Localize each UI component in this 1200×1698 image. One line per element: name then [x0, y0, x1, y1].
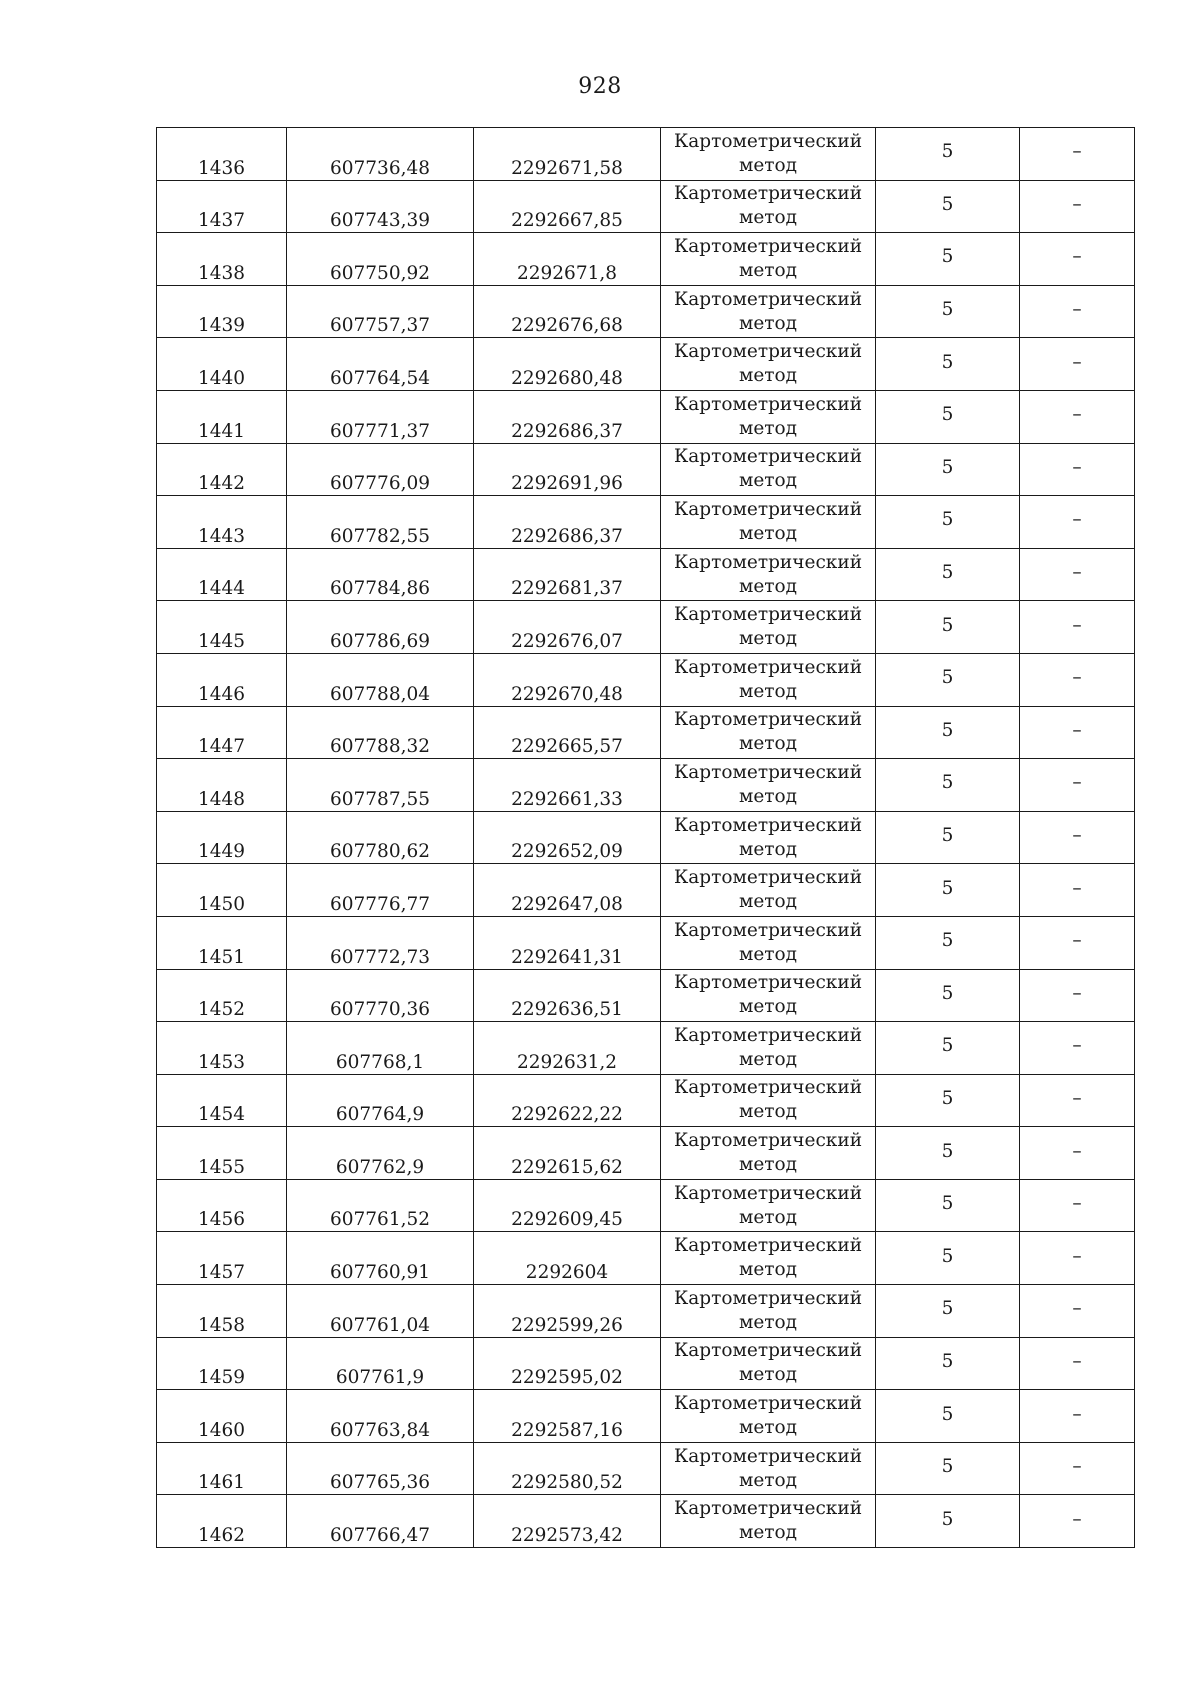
- point-number-cell: 1462: [157, 1495, 287, 1548]
- method-cell: [661, 1442, 876, 1495]
- accuracy-cell: 5: [876, 1285, 1020, 1338]
- page-number: 928: [578, 74, 622, 99]
- method-label-line2: метод: [738, 680, 798, 702]
- x-coordinate-cell: 607776,09: [287, 443, 474, 496]
- y-coordinate-cell: 2292573,42: [474, 1495, 661, 1548]
- method-label-line2: метод: [738, 1259, 798, 1281]
- point-number-cell: 1458: [157, 1285, 287, 1338]
- x-coordinate-cell: 607750,92: [287, 233, 474, 286]
- method-label-line2: метод: [738, 785, 798, 807]
- method-cell: [661, 1390, 876, 1443]
- method-label-line2: метод: [738, 628, 798, 650]
- method-label-line2: метод: [738, 891, 798, 913]
- point-number-cell: 1439: [157, 285, 287, 338]
- point-number-cell: 1437: [157, 180, 287, 233]
- method-label-line1: Картометрический: [673, 183, 863, 205]
- point-number-cell: 1446: [157, 653, 287, 706]
- y-coordinate-cell: 2292670,48: [474, 653, 661, 706]
- method-label-line2: метод: [738, 470, 798, 492]
- description-cell: –: [1020, 1390, 1135, 1443]
- y-coordinate-cell: 2292667,85: [474, 180, 661, 233]
- table-row: [157, 496, 1135, 549]
- method-label-line1: Картометрический: [673, 1235, 863, 1257]
- method-label-line1: Картометрический: [673, 1340, 863, 1362]
- method-label-line1: Картометрический: [673, 1445, 863, 1467]
- y-coordinate-cell: 2292615,62: [474, 1127, 661, 1180]
- description-cell: –: [1020, 443, 1135, 496]
- description-cell: –: [1020, 1179, 1135, 1232]
- method-cell: [661, 338, 876, 391]
- method-label-line2: метод: [738, 575, 798, 597]
- method-cell: [661, 759, 876, 812]
- accuracy-cell: 5: [876, 1074, 1020, 1127]
- accuracy-cell: 5: [876, 653, 1020, 706]
- description-cell: –: [1020, 1127, 1135, 1180]
- method-label-line2: метод: [738, 943, 798, 965]
- table-row: [157, 811, 1135, 864]
- description-cell: –: [1020, 1442, 1135, 1495]
- accuracy-cell: 5: [876, 759, 1020, 812]
- table-body: [157, 128, 1135, 1548]
- x-coordinate-cell: 607736,48: [287, 128, 474, 181]
- point-number-cell: 1445: [157, 601, 287, 654]
- point-number-cell: 1438: [157, 233, 287, 286]
- method-label-line1: Картометрический: [673, 656, 863, 678]
- x-coordinate-cell: 607765,36: [287, 1442, 474, 1495]
- method-cell: [661, 1285, 876, 1338]
- method-cell: [661, 1179, 876, 1232]
- y-coordinate-cell: 2292686,37: [474, 496, 661, 549]
- accuracy-cell: 5: [876, 338, 1020, 391]
- x-coordinate-cell: 607764,9: [287, 1074, 474, 1127]
- method-label-line2: метод: [738, 1417, 798, 1439]
- method-label-line1: Картометрический: [673, 1130, 863, 1152]
- table-row: [157, 285, 1135, 338]
- method-label-line2: метод: [738, 733, 798, 755]
- point-number-cell: 1440: [157, 338, 287, 391]
- point-number-cell: 1456: [157, 1179, 287, 1232]
- table-row: [157, 1127, 1135, 1180]
- point-number-cell: 1453: [157, 1022, 287, 1075]
- description-cell: –: [1020, 1285, 1135, 1338]
- method-label-line1: Картометрический: [673, 130, 863, 152]
- method-cell: [661, 390, 876, 443]
- table-row: [157, 601, 1135, 654]
- description-cell: –: [1020, 180, 1135, 233]
- method-label-line1: Картометрический: [673, 709, 863, 731]
- description-cell: –: [1020, 1232, 1135, 1285]
- accuracy-cell: 5: [876, 1495, 1020, 1548]
- x-coordinate-cell: 607761,9: [287, 1337, 474, 1390]
- x-coordinate-cell: 607786,69: [287, 601, 474, 654]
- x-coordinate-cell: 607768,1: [287, 1022, 474, 1075]
- method-label-line2: метод: [738, 838, 798, 860]
- description-cell: –: [1020, 285, 1135, 338]
- accuracy-cell: 5: [876, 548, 1020, 601]
- table-row: [157, 1074, 1135, 1127]
- point-number-cell: 1457: [157, 1232, 287, 1285]
- x-coordinate-cell: 607764,54: [287, 338, 474, 391]
- description-cell: –: [1020, 969, 1135, 1022]
- method-cell: [661, 285, 876, 338]
- table-row: [157, 1495, 1135, 1548]
- y-coordinate-cell: 2292676,68: [474, 285, 661, 338]
- description-cell: –: [1020, 653, 1135, 706]
- description-cell: –: [1020, 1337, 1135, 1390]
- coordinates-table: [156, 127, 1135, 1548]
- method-label-line2: метод: [738, 1522, 798, 1544]
- method-label-line1: Картометрический: [673, 919, 863, 941]
- method-cell: [661, 864, 876, 917]
- table-row: [157, 180, 1135, 233]
- point-number-cell: 1448: [157, 759, 287, 812]
- y-coordinate-cell: 2292580,52: [474, 1442, 661, 1495]
- accuracy-cell: 5: [876, 601, 1020, 654]
- method-cell: [661, 1022, 876, 1075]
- method-label-line1: Картометрический: [673, 235, 863, 257]
- method-cell: [661, 653, 876, 706]
- point-number-cell: 1449: [157, 811, 287, 864]
- method-label-line2: метод: [738, 1048, 798, 1070]
- table-row: [157, 1179, 1135, 1232]
- y-coordinate-cell: 2292671,8: [474, 233, 661, 286]
- method-label-line1: Картометрический: [673, 288, 863, 310]
- point-number-cell: 1450: [157, 864, 287, 917]
- y-coordinate-cell: 2292636,51: [474, 969, 661, 1022]
- table-row: [157, 1285, 1135, 1338]
- method-label-line2: метод: [738, 522, 798, 544]
- accuracy-cell: 5: [876, 969, 1020, 1022]
- table-row: [157, 443, 1135, 496]
- x-coordinate-cell: 607743,39: [287, 180, 474, 233]
- description-cell: –: [1020, 811, 1135, 864]
- description-cell: –: [1020, 601, 1135, 654]
- table-row: [157, 233, 1135, 286]
- point-number-cell: 1452: [157, 969, 287, 1022]
- x-coordinate-cell: 607776,77: [287, 864, 474, 917]
- method-label-line1: Картометрический: [673, 814, 863, 836]
- description-cell: –: [1020, 496, 1135, 549]
- x-coordinate-cell: 607761,52: [287, 1179, 474, 1232]
- y-coordinate-cell: 2292691,96: [474, 443, 661, 496]
- method-label-line1: Картометрический: [673, 393, 863, 415]
- y-coordinate-cell: 2292631,2: [474, 1022, 661, 1075]
- x-coordinate-cell: 607772,73: [287, 916, 474, 969]
- table-row: [157, 1390, 1135, 1443]
- method-label-line2: метод: [738, 365, 798, 387]
- description-cell: –: [1020, 864, 1135, 917]
- table-row: [157, 864, 1135, 917]
- accuracy-cell: 5: [876, 811, 1020, 864]
- table-row: [157, 548, 1135, 601]
- y-coordinate-cell: 2292587,16: [474, 1390, 661, 1443]
- accuracy-cell: 5: [876, 128, 1020, 181]
- method-cell: [661, 969, 876, 1022]
- method-label-line2: метод: [738, 1469, 798, 1491]
- y-coordinate-cell: 2292599,26: [474, 1285, 661, 1338]
- y-coordinate-cell: 2292595,02: [474, 1337, 661, 1390]
- method-cell: [661, 601, 876, 654]
- y-coordinate-cell: 2292652,09: [474, 811, 661, 864]
- x-coordinate-cell: 607757,37: [287, 285, 474, 338]
- table-row: [157, 1337, 1135, 1390]
- description-cell: –: [1020, 759, 1135, 812]
- x-coordinate-cell: 607788,32: [287, 706, 474, 759]
- point-number-cell: 1441: [157, 390, 287, 443]
- accuracy-cell: 5: [876, 1232, 1020, 1285]
- method-label-line2: метод: [738, 996, 798, 1018]
- point-number-cell: 1460: [157, 1390, 287, 1443]
- y-coordinate-cell: 2292686,37: [474, 390, 661, 443]
- accuracy-cell: 5: [876, 1337, 1020, 1390]
- accuracy-cell: 5: [876, 706, 1020, 759]
- method-label-line2: метод: [738, 207, 798, 229]
- accuracy-cell: 5: [876, 916, 1020, 969]
- description-cell: –: [1020, 233, 1135, 286]
- x-coordinate-cell: 607788,04: [287, 653, 474, 706]
- y-coordinate-cell: 2292641,31: [474, 916, 661, 969]
- method-cell: [661, 233, 876, 286]
- table-row: [157, 653, 1135, 706]
- y-coordinate-cell: 2292609,45: [474, 1179, 661, 1232]
- x-coordinate-cell: 607770,36: [287, 969, 474, 1022]
- table-row: [157, 916, 1135, 969]
- accuracy-cell: 5: [876, 1390, 1020, 1443]
- method-label-line1: Картометрический: [673, 498, 863, 520]
- point-number-cell: 1442: [157, 443, 287, 496]
- method-label-line1: Картометрический: [673, 1498, 863, 1520]
- y-coordinate-cell: 2292661,33: [474, 759, 661, 812]
- method-cell: [661, 1074, 876, 1127]
- y-coordinate-cell: 2292604: [474, 1232, 661, 1285]
- accuracy-cell: 5: [876, 1179, 1020, 1232]
- description-cell: –: [1020, 1022, 1135, 1075]
- accuracy-cell: 5: [876, 1022, 1020, 1075]
- accuracy-cell: 5: [876, 233, 1020, 286]
- point-number-cell: 1459: [157, 1337, 287, 1390]
- table-row: [157, 1022, 1135, 1075]
- x-coordinate-cell: 607763,84: [287, 1390, 474, 1443]
- y-coordinate-cell: 2292647,08: [474, 864, 661, 917]
- x-coordinate-cell: 607771,37: [287, 390, 474, 443]
- method-label-line1: Картометрический: [673, 1077, 863, 1099]
- method-label-line1: Картометрический: [673, 604, 863, 626]
- method-cell: [661, 1232, 876, 1285]
- method-label-line2: метод: [738, 154, 798, 176]
- method-label-line1: Картометрический: [673, 1287, 863, 1309]
- table-row: [157, 390, 1135, 443]
- description-cell: –: [1020, 548, 1135, 601]
- table-row: [157, 969, 1135, 1022]
- method-label-line2: метод: [738, 417, 798, 439]
- description-cell: –: [1020, 390, 1135, 443]
- method-label-line1: Картометрический: [673, 761, 863, 783]
- method-cell: [661, 180, 876, 233]
- point-number-cell: 1436: [157, 128, 287, 181]
- method-cell: [661, 1495, 876, 1548]
- y-coordinate-cell: 2292676,07: [474, 601, 661, 654]
- method-cell: [661, 706, 876, 759]
- point-number-cell: 1444: [157, 548, 287, 601]
- method-label-line1: Картометрический: [673, 1393, 863, 1415]
- x-coordinate-cell: 607762,9: [287, 1127, 474, 1180]
- method-label-line1: Картометрический: [673, 1182, 863, 1204]
- description-cell: –: [1020, 706, 1135, 759]
- method-label-line2: метод: [738, 1364, 798, 1386]
- accuracy-cell: 5: [876, 285, 1020, 338]
- method-cell: [661, 443, 876, 496]
- point-number-cell: 1443: [157, 496, 287, 549]
- y-coordinate-cell: 2292671,58: [474, 128, 661, 181]
- method-label-line1: Картометрический: [673, 972, 863, 994]
- y-coordinate-cell: 2292665,57: [474, 706, 661, 759]
- method-label-line1: Картометрический: [673, 1024, 863, 1046]
- accuracy-cell: 5: [876, 864, 1020, 917]
- point-number-cell: 1454: [157, 1074, 287, 1127]
- method-label-line2: метод: [738, 1101, 798, 1123]
- table-row: [157, 128, 1135, 181]
- x-coordinate-cell: 607784,86: [287, 548, 474, 601]
- point-number-cell: 1461: [157, 1442, 287, 1495]
- method-label-line1: Картометрический: [673, 867, 863, 889]
- y-coordinate-cell: 2292681,37: [474, 548, 661, 601]
- method-cell: [661, 916, 876, 969]
- accuracy-cell: 5: [876, 496, 1020, 549]
- accuracy-cell: 5: [876, 1127, 1020, 1180]
- x-coordinate-cell: 607761,04: [287, 1285, 474, 1338]
- accuracy-cell: 5: [876, 1442, 1020, 1495]
- accuracy-cell: 5: [876, 443, 1020, 496]
- description-cell: –: [1020, 1495, 1135, 1548]
- x-coordinate-cell: 607766,47: [287, 1495, 474, 1548]
- y-coordinate-cell: 2292680,48: [474, 338, 661, 391]
- table-row: [157, 1442, 1135, 1495]
- accuracy-cell: 5: [876, 180, 1020, 233]
- y-coordinate-cell: 2292622,22: [474, 1074, 661, 1127]
- method-cell: [661, 548, 876, 601]
- method-label-line2: метод: [738, 312, 798, 334]
- point-number-cell: 1447: [157, 706, 287, 759]
- method-label-line1: Картометрический: [673, 551, 863, 573]
- description-cell: –: [1020, 128, 1135, 181]
- table-row: [157, 706, 1135, 759]
- x-coordinate-cell: 607760,91: [287, 1232, 474, 1285]
- table-row: [157, 1232, 1135, 1285]
- description-cell: –: [1020, 916, 1135, 969]
- description-cell: –: [1020, 338, 1135, 391]
- table-row: [157, 338, 1135, 391]
- method-label-line2: метод: [738, 1311, 798, 1333]
- point-number-cell: 1455: [157, 1127, 287, 1180]
- method-cell: [661, 496, 876, 549]
- table-row: [157, 759, 1135, 812]
- method-cell: [661, 1337, 876, 1390]
- method-label-line2: метод: [738, 259, 798, 281]
- description-cell: –: [1020, 1074, 1135, 1127]
- method-cell: [661, 811, 876, 864]
- x-coordinate-cell: 607787,55: [287, 759, 474, 812]
- point-number-cell: 1451: [157, 916, 287, 969]
- method-cell: [661, 128, 876, 181]
- method-cell: [661, 1127, 876, 1180]
- x-coordinate-cell: 607780,62: [287, 811, 474, 864]
- method-label-line1: Картометрический: [673, 446, 863, 468]
- method-label-line2: метод: [738, 1154, 798, 1176]
- method-label-line2: метод: [738, 1206, 798, 1228]
- x-coordinate-cell: 607782,55: [287, 496, 474, 549]
- method-label-line1: Картометрический: [673, 341, 863, 363]
- accuracy-cell: 5: [876, 390, 1020, 443]
